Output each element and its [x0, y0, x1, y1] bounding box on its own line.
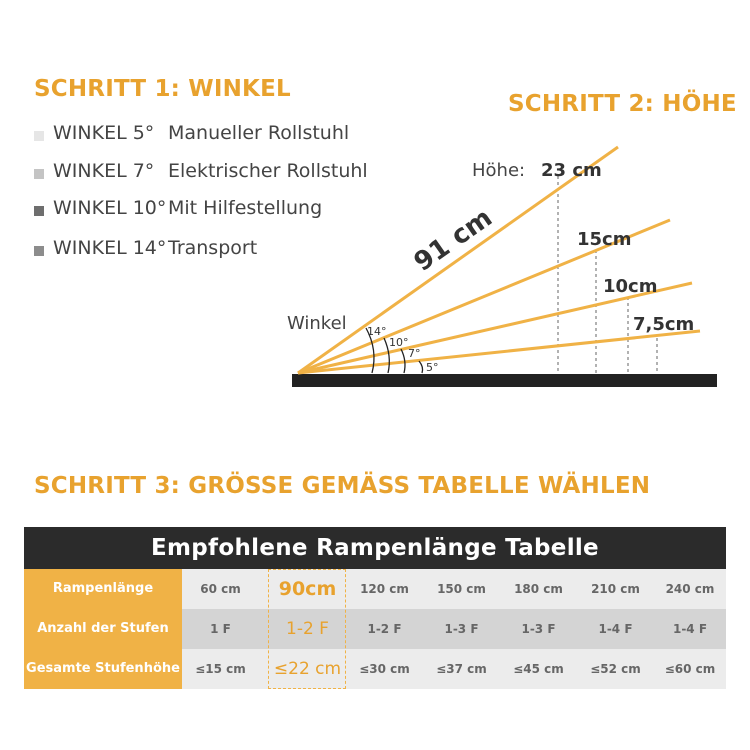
step3-heading: SCHRITT 3: GRÖSSE GEMÄSS TABELLE WÄHLEN [34, 473, 651, 499]
row-label: Rampenlänge [24, 569, 182, 609]
table-title: Empfohlene Rampenlänge Tabelle [24, 527, 726, 569]
ground-bar [292, 374, 717, 387]
table-cell: ≤45 cm [513, 662, 564, 676]
table-row [24, 649, 726, 689]
table-cell-highlight: 90cm [278, 578, 337, 600]
legend-use-label: Mit Hilfestellung [168, 197, 323, 219]
table-cell: 180 cm [514, 582, 563, 596]
table-cell: 1-2 F [367, 622, 402, 636]
legend-use-label: Manueller Rollstuhl [168, 122, 350, 144]
table-row [24, 609, 726, 649]
angle-label: Winkel [287, 313, 347, 334]
table-cell: 1-3 F [521, 622, 556, 636]
row-label: Gesamte Stufenhöhe [24, 649, 182, 689]
table-cell: 60 cm [200, 582, 241, 596]
legend-angle-label: WINKEL 5° [53, 122, 155, 144]
table-cell: 1-4 F [672, 622, 708, 636]
ramp-length-table [24, 527, 726, 689]
legend-use-label: Transport [168, 236, 258, 259]
angle-value-14: 14° [367, 325, 387, 338]
height-value-7: 10cm [603, 276, 658, 297]
step1-heading: SCHRITT 1: WINKEL [34, 76, 291, 102]
table-cell: 150 cm [437, 582, 486, 596]
angle-value-10: 10° [389, 336, 409, 349]
legend-use-label: Elektrischer Rollstuhl [168, 159, 368, 182]
table-cell: 1-3 F [444, 622, 479, 636]
table-cell: ≤30 cm [359, 662, 410, 676]
table-cell-highlight: ≤22 cm [273, 659, 342, 679]
table-row [24, 569, 726, 609]
legend-angle-label: WINKEL 14° [53, 236, 167, 259]
table-cell: ≤15 cm [195, 662, 246, 676]
height-label: Höhe: [472, 160, 526, 181]
legend-angle-label: WINKEL 7° [53, 159, 155, 182]
table-cell: 1 F [210, 622, 231, 636]
angle-value-7: 7° [408, 347, 421, 360]
row-label: Anzahl der Stufen [24, 609, 182, 649]
table-cell: 210 cm [591, 582, 640, 596]
height-value-10: 15cm [577, 229, 632, 250]
table-cell: ≤52 cm [590, 662, 641, 676]
step2-heading: SCHRITT 2: HÖHE [508, 91, 737, 117]
angle-value-5: 5° [426, 361, 439, 374]
ramp-line-5 [298, 331, 700, 373]
table-cell: ≤37 cm [436, 662, 487, 676]
table-cell: 240 cm [665, 582, 715, 596]
angle-arc-5 [419, 361, 423, 373]
table-cell: 1-4 F [598, 622, 633, 636]
table-cell-highlight: 1-2 F [286, 619, 329, 639]
table-cell: 120 cm [360, 582, 409, 596]
ramp-length-label: 91 cm [408, 202, 498, 278]
table-cell: ≤60 cm [664, 662, 716, 676]
height-value-14: 23 cm [541, 160, 602, 181]
legend-angle-label: WINKEL 10° [53, 197, 167, 219]
height-value-5: 7,5cm [633, 314, 695, 335]
